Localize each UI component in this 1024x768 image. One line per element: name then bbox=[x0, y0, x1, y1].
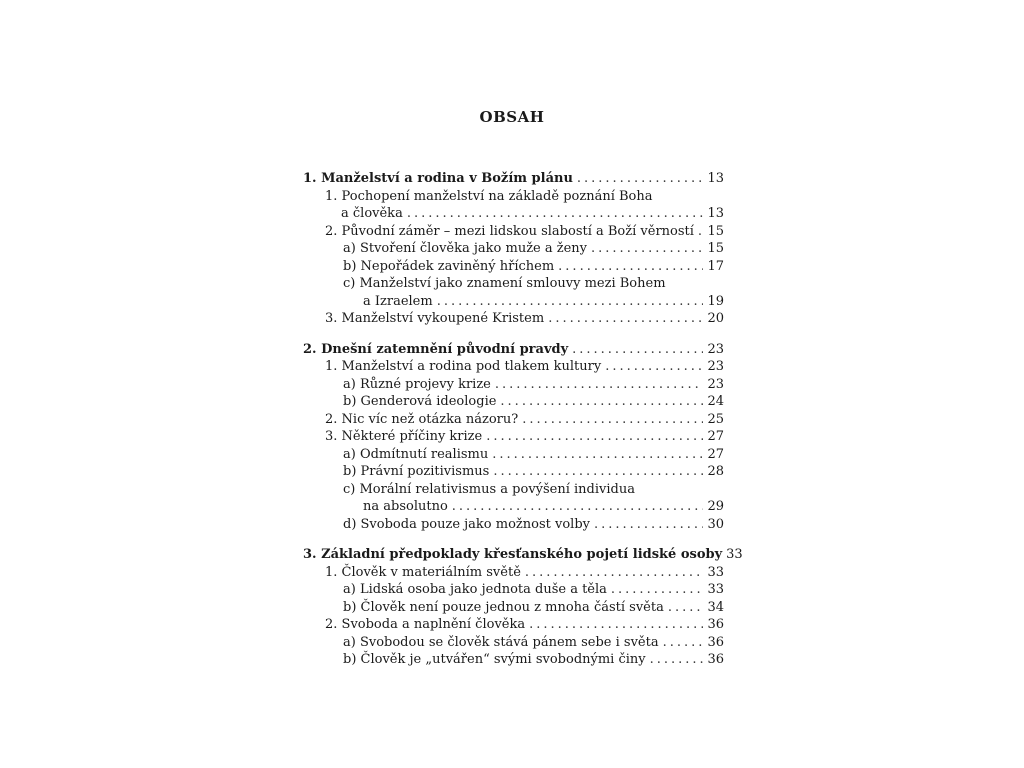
toc-page-number: 13 bbox=[707, 171, 724, 186]
toc-entry bbox=[303, 634, 724, 652]
toc-page-number: 17 bbox=[707, 258, 724, 274]
toc-leader-dots bbox=[591, 240, 703, 258]
toc-page-number: 27 bbox=[707, 446, 724, 462]
toc-chapter-heading bbox=[303, 170, 724, 188]
toc-entry-label: a) Odmítnutí realismu bbox=[343, 446, 489, 462]
toc-leader-dots bbox=[558, 258, 703, 276]
toc-leader-dots bbox=[611, 581, 704, 599]
toc-leader-dots bbox=[577, 170, 704, 188]
toc-entry-label: b) Nepořádek zaviněný hříchem bbox=[343, 258, 555, 274]
toc-leader-dots bbox=[594, 516, 703, 534]
toc-leader-dots bbox=[698, 223, 704, 241]
toc-entry-label: 2. Původní záměr – mezi lidskou slabostí a Boží věrností bbox=[325, 223, 694, 239]
toc-entry bbox=[303, 463, 724, 481]
page-title: OBSAH bbox=[479, 108, 545, 126]
toc-page-number: 23 bbox=[707, 376, 724, 392]
toc-entry-label: b) Právní pozitivismus bbox=[343, 464, 490, 479]
toc-page-number: 23 bbox=[707, 359, 724, 374]
toc-leader-dots bbox=[522, 411, 703, 429]
toc-page-number: 20 bbox=[707, 311, 724, 326]
toc-entry bbox=[303, 599, 724, 617]
toc-leader-dots bbox=[668, 599, 704, 617]
toc-page-number: 15 bbox=[707, 223, 724, 239]
toc-entry-label: na absolutno bbox=[363, 499, 448, 514]
toc-entry bbox=[303, 393, 724, 411]
toc-entry bbox=[303, 616, 724, 634]
toc-leader-dots bbox=[486, 428, 703, 446]
toc-leader-dots bbox=[650, 651, 704, 669]
toc-leader-dots bbox=[495, 376, 704, 394]
toc-entry-label: b) Člověk je „utvářen“ svými svobodnými činy bbox=[343, 652, 646, 667]
toc-section-1 bbox=[303, 170, 724, 328]
toc-page-number: 23 bbox=[707, 341, 724, 357]
toc-leader-dots bbox=[493, 463, 703, 481]
toc-chapter-heading bbox=[303, 546, 743, 564]
toc-page-number: 34 bbox=[707, 599, 724, 615]
toc-page-number: 36 bbox=[707, 652, 724, 667]
toc-entry-label: b) Genderová ideologie bbox=[343, 394, 497, 409]
toc-entry-label: b) Člověk není pouze jednou z mnoha částí světa bbox=[343, 599, 664, 615]
toc-entry bbox=[303, 428, 724, 446]
toc-page-number: 36 bbox=[707, 617, 724, 632]
toc-chapter-heading bbox=[303, 341, 724, 359]
toc-entry-label: a Izraelem bbox=[363, 293, 433, 309]
toc-entry-label: 2. Dnešní zatemnění původní pravdy bbox=[303, 341, 569, 357]
toc-entry bbox=[303, 240, 724, 258]
toc-entry-label: a) Různé projevy krize bbox=[343, 376, 491, 392]
toc-leader-dots bbox=[407, 205, 704, 223]
toc-page-number: 24 bbox=[707, 394, 724, 409]
toc-entry bbox=[303, 651, 724, 669]
toc-entry bbox=[303, 516, 724, 534]
toc-entry-label: d) Svoboda pouze jako možnost volby bbox=[343, 516, 590, 532]
toc-page-number: 15 bbox=[707, 241, 724, 256]
toc-page-number: 25 bbox=[707, 411, 724, 427]
toc-entry bbox=[303, 376, 724, 394]
toc-entry bbox=[303, 258, 724, 276]
toc-entry bbox=[303, 446, 724, 464]
toc-entry bbox=[303, 358, 724, 376]
toc-page-number: 27 bbox=[707, 429, 724, 444]
toc-entry-first-line: c) Morální relativismus a povýšení individua bbox=[343, 481, 635, 497]
toc-page-number: 19 bbox=[707, 293, 724, 309]
toc-entry-label: 2. Svoboda a naplnění člověka bbox=[325, 617, 526, 632]
toc-entry bbox=[303, 310, 724, 328]
toc-leader-dots bbox=[437, 293, 704, 311]
toc-entry bbox=[303, 411, 724, 429]
toc-leader-dots bbox=[529, 616, 703, 634]
toc-entry-label: 2. Nic víc než otázka názoru? bbox=[325, 411, 519, 427]
toc-page-number: 33 bbox=[726, 547, 743, 562]
toc-leader-dots bbox=[663, 634, 704, 652]
toc-entry bbox=[303, 293, 724, 311]
toc-entry-label: 3. Některé příčiny krize bbox=[325, 429, 483, 444]
toc-entry-label: 1. Manželství a rodina pod tlakem kultury bbox=[325, 359, 602, 374]
toc-entry bbox=[303, 498, 724, 516]
toc-page-number: 13 bbox=[707, 206, 724, 221]
toc-leader-dots bbox=[548, 310, 703, 328]
toc-page-number: 36 bbox=[707, 634, 724, 650]
table-of-contents bbox=[303, 170, 743, 682]
toc-entry bbox=[303, 581, 724, 599]
toc-entry-first-line: c) Manželství jako znamení smlouvy mezi Bohem bbox=[343, 276, 666, 291]
toc-leader-dots bbox=[492, 446, 703, 464]
toc-entry bbox=[303, 223, 724, 241]
toc-section-2 bbox=[303, 341, 724, 534]
toc-entry-label: 3. Manželství vykoupené Kristem bbox=[325, 311, 545, 326]
toc-entry-label: a) Svobodou se člověk stává pánem sebe i světa bbox=[343, 634, 659, 650]
toc-leader-dots bbox=[572, 341, 703, 359]
toc-page-number: 33 bbox=[707, 582, 724, 597]
toc-entry-label: 1. Člověk v materiálním světě bbox=[325, 564, 521, 580]
toc-entry-label: 1. Manželství a rodina v Božím plánu bbox=[303, 171, 573, 186]
toc-entry-label: 3. Základní předpoklady křesťanského pojetí lidské osoby bbox=[303, 547, 723, 562]
toc-page-number: 33 bbox=[707, 564, 724, 580]
toc-leader-dots bbox=[500, 393, 703, 411]
toc-entry-first-line: 1. Pochopení manželství na základě poznání Boha bbox=[325, 188, 653, 204]
toc-entry-label: a) Stvoření člověka jako muže a ženy bbox=[343, 241, 588, 256]
toc-section-3 bbox=[303, 546, 743, 669]
toc-page-number: 28 bbox=[707, 464, 724, 479]
toc-leader-dots bbox=[605, 358, 703, 376]
toc-leader-dots bbox=[452, 498, 704, 516]
toc-entry-label: a člověka bbox=[341, 206, 403, 221]
toc-page-number: 29 bbox=[707, 499, 724, 514]
toc-leader-dots bbox=[525, 564, 704, 582]
toc-entry-label: a) Lidská osoba jako jednota duše a těla bbox=[343, 582, 607, 597]
toc-entry bbox=[303, 564, 724, 582]
toc-entry bbox=[303, 205, 724, 223]
toc-page-number: 30 bbox=[707, 516, 724, 532]
